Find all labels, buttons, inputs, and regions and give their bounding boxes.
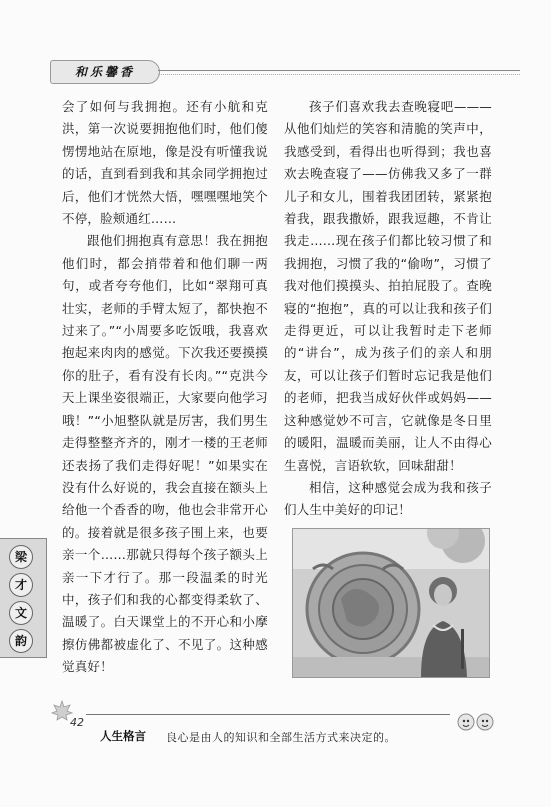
- column-title: 和乐馨香: [50, 60, 160, 84]
- side-tab-char-1: 梁: [9, 545, 33, 569]
- footer-rule: [86, 714, 450, 715]
- motto-quote: 良心是由人的知识和全部生活方式来决定的。: [166, 731, 396, 744]
- right-column: [284, 96, 492, 522]
- side-tab-char-3: 文: [9, 601, 33, 625]
- photo-illustration: [293, 529, 489, 677]
- left-paragraph-2: 跟他们拥抱真有意思！我在拥抱他们时，都会捎带着和他们聊一两句，或者夸夸他们，比如“翠翔可真壮实，老师的手臂太短了，都快抱不过来了。”“小周要多吃饭哦，我喜欢抱起来肉肉的感觉。下次我还要摸摸你的肚子，看有没有长肉。”“克洪今天上课坐姿很端正，大家要向他学习哦！”“小旭整队就是厉害，我们男生走得整整齐齐的，刚才一楼的王老师还表扬了我们走得好呢！”如果实在没有什么好说的，我会直接在额头上给他一个香香的吻，他也会非常开心的。接着就是很多孩子围上来，也要亲一个……那就只得每个孩子额头上亲一下才行了。那一段温柔的时光中，孩子们和我的心都变得柔软了、温暖了。白天课堂上的不开心和小摩擦仿佛都被虚化了、不见了。这种感觉真好！: [62, 233, 268, 675]
- page-header: [50, 58, 520, 84]
- right-paragraph-1: 孩子们喜欢我去查晚寝吧———从他们灿烂的笑容和清脆的笑声中，我感受到，看得出也听得到；我也喜欢去晚查寝了——仿佛我又多了一群儿子和女儿，围着我团团转，紧紧抱着我，跟我撒娇，跟我逗趣，不肯让我走……现在孩子们都比较习惯了和我拥抱，习惯了我的“偷吻”，习惯了我对他们摸摸头、拍拍屁股了。查晚寝的“抱抱”，真的可以让我和孩子们走得更近，可以让我暂时走下老师的“讲台”，成为孩子们的亲人和朋友，可以让孩子们暂时忘记我是他们的老师，把我当成好伙伴或妈妈——这种感觉妙不可言，它就像是冬日里的暖阳，温暖而美丽，让人不由得心生喜悦，言语软软，回味甜甜！: [284, 99, 492, 473]
- cartoon-flowers-icon: [456, 710, 496, 736]
- motto-label: 人生格言: [100, 729, 146, 743]
- teacher-photo: [292, 528, 490, 678]
- left-column: [62, 96, 268, 684]
- right-paragraph-2: 相信，这种感觉会成为我和孩子们人生中美好的印记！: [284, 479, 492, 518]
- side-tab-char-4: 韵: [9, 629, 33, 653]
- header-rule: [158, 70, 520, 71]
- side-tab-char-2: 才: [9, 573, 33, 597]
- section-side-tab: [0, 538, 47, 658]
- header-rule-dotted: [158, 74, 520, 75]
- page-number: 42: [70, 716, 84, 729]
- left-paragraph-1: 会了如何与我拥抱。还有小航和克洪，第一次说要拥抱他们时，他们傻愣愣地站在原地，像是没有听懂我说的话，直到看到我和其余同学拥抱过后，他们才恍然大悟，嘿嘿嘿地笑个不停，脸颊通红……: [62, 99, 268, 227]
